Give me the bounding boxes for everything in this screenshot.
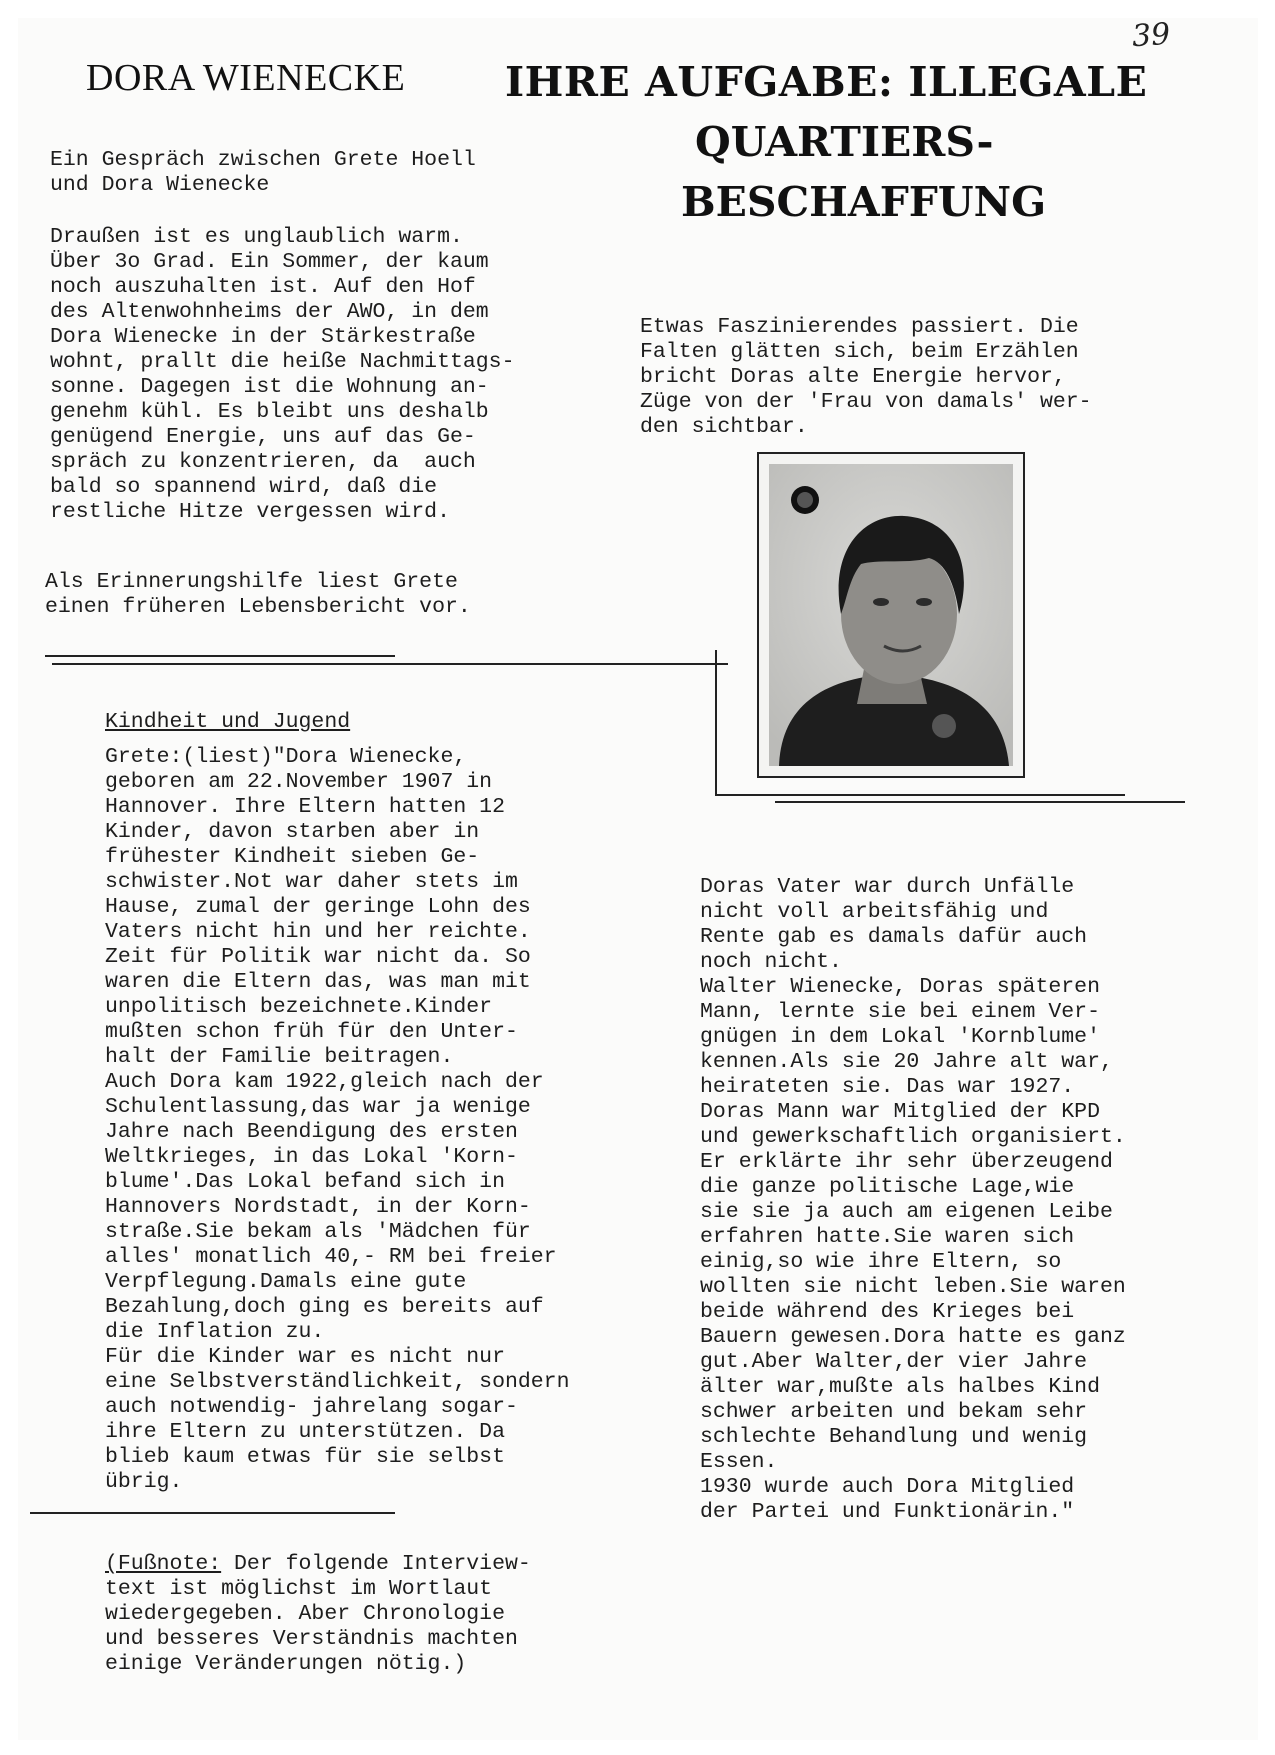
headline-line-2: QUARTIERS- bbox=[695, 118, 994, 166]
divider-line bbox=[715, 650, 717, 795]
divider-line bbox=[775, 801, 1185, 803]
footnote-text-first: Der folgende Interview- bbox=[221, 1552, 531, 1576]
divider-line bbox=[52, 663, 728, 665]
footnote bbox=[105, 1552, 531, 1677]
divider-line bbox=[715, 794, 1125, 796]
portrait-photo-icon bbox=[769, 464, 1013, 766]
footnote-label: (Fußnote: bbox=[105, 1552, 222, 1576]
divider-line bbox=[30, 1512, 395, 1514]
portrait-image bbox=[769, 464, 1013, 766]
childhood-paragraph: Grete:(liest)"Dora Wienecke, geboren am 22.November 1907 in Hannover. Ihre Eltern hatten 12 Kinder, davon starben aber in frühester Kindheit sieben Ge- schwister.Not war daher stets im Hause, zumal der geringe Lohn des Vaters nicht hin und her reichte. Zeit für Politik war nicht da. So waren die Eltern das, was man mit unpolitisch bezeichnete.Kinder mußten schon früh für den Unter- halt der Familie beitragen. Auch Dora kam 1922,gleich nach der Schulentlassung,das war ja wenige Jahre nach Beendigung des ersten Weltkrieges, in das Lokal 'Korn- blume'.Das Lokal befand sich in Hannovers Nordstadt, in der Korn- straße.Sie bekam als 'Mädchen für alles' monatlich 40,- RM bei freier Verpflegung.Damals eine gute Bezahlung,doch ging es bereits auf die Inflation zu. Für die Kinder war es nicht nur eine Selbstverständlichkeit, sondern auch notwendig- jahrelang sogar- ihre Eltern zu unterstützen. Da blieb kaum etwas für sie selbst übrig. bbox=[105, 745, 570, 1494]
headline-line-1: IHRE AUFGABE: ILLEGALE bbox=[505, 58, 1148, 106]
page-number: 39 bbox=[1130, 16, 1172, 55]
headline-line-3: BESCHAFFUNG bbox=[681, 178, 1047, 226]
article-headline bbox=[505, 52, 1185, 232]
person-name-title: DORA WIENECKE bbox=[86, 57, 406, 99]
right-intro-paragraph: Etwas Faszinierendes passiert. Die Falten glätten sich, beim Erzählen bricht Doras alte Energie hervor, Züge von der 'Frau von damals' wer- den sichtbar. bbox=[640, 315, 1092, 439]
interview-subtitle: Ein Gespräch zwischen Grete Hoell und Dora Wienecke bbox=[50, 148, 476, 197]
intro-paragraph: Draußen ist es unglaublich warm. Über 3o Grad. Ein Sommer, der kaum noch auszuhalten ist. Auf den Hof des Altenwohnheims der AWO, in dem Dora Wienecke in der Stärkestraße wohnt, prallt die heiße Nachmittags- sonne. Dagegen ist die Wohnung an- genehm kühl. Es bleibt uns deshalb genügend Energie, uns auf das Ge- spräch zu konzentrieren, da auch bald so spannend wird, daß die restliche Hitze vergessen wird. bbox=[50, 225, 515, 524]
section-heading: Kindheit und Jugend bbox=[105, 710, 351, 734]
photo-frame bbox=[757, 452, 1025, 778]
footnote-text-rest: text ist möglichst im Wortlaut wiedergegeben. Aber Chronologie und besseres Verständnis machten einige Veränderungen nötig.) bbox=[105, 1577, 518, 1676]
reminder-paragraph: Als Erinnerungshilfe liest Grete einen früheren Lebensbericht vor. bbox=[45, 570, 471, 619]
right-column-paragraph: Doras Vater war durch Unfälle nicht voll arbeitsfähig und Rente gab es damals dafür auch noch nicht. Walter Wienecke, Doras späteren Mann, lernte sie bei einem Ver- gnügen in dem Lokal 'Kornblume' kennen.Als sie 20 Jahre alt war, heirateten sie. Das war 1927. Doras Mann war Mitglied der KPD und gewerkschaftlich organisiert. Er erklärte ihr sehr überzeugend die ganze politische Lage,wie sie sie ja auch am eigenen Leibe erfahren hatte.Sie waren sich einig,so wie ihre Eltern, so wollten sie nicht leben.Sie waren beide während des Krieges bei Bauern gewesen.Dora hatte es ganz gut.Aber Walter,der vier Jahre älter war,mußte als halbes Kind schwer arbeiten und bekam sehr schlechte Behandlung und wenig Essen. 1930 wurde auch Dora Mitglied der Partei und Funktionärin." bbox=[700, 875, 1126, 1524]
divider-line bbox=[45, 655, 395, 657]
